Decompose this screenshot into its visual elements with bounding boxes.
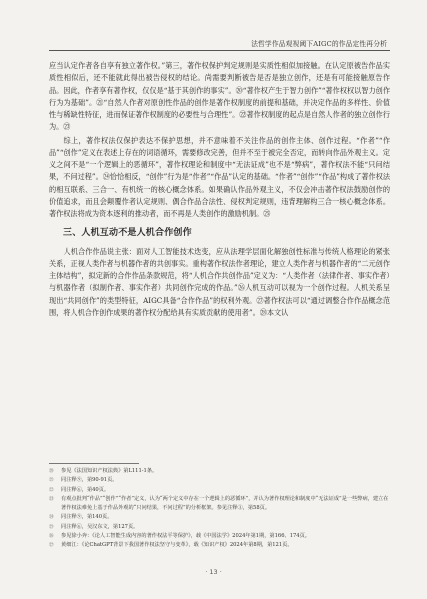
footnote bbox=[49, 467, 390, 476]
paragraph-3: 人机合作作品说主张：面对人工智能技术迭变，应从法理学层面化解独创性标准与传统人格理论的紧张关系，正视人类作者与机器作者的共创事实。重构著作权法作者理论，建立人类作者与机器作者的“二元创作主体结构”，拟定新的合作作品条款规范，将“人机合作共创作品”定义为：“人类作者（法律作者、事实作者）与机器作者（拟制作者、事实作者）共同创作完成的作品。”㉖人机互动可以视为一个创作过程。人机关系呈现出“共同创作”的类型特征，AIGC具备“合作作品”的权利外观。㉗著作权法可以“通过调整合作作品概念范围，将人机合作创作成果的著作权分配给具有实质贡献的使用者”。㉘本文认 bbox=[49, 246, 390, 317]
footnote bbox=[49, 476, 390, 485]
footnote-number: ㉖ bbox=[49, 534, 54, 540]
footnote-text: 有观点批判“作品”“创作”“作者”定义，认为“两个定义中存在一个逻辑上的恶循环”，并认为著作权理论和制度中“无法证成”是一些弊病，建立在著作权法难免上基于作品外观的“只问结果，不问过程”的分析框架。参见注释③，第58页。 bbox=[61, 495, 389, 512]
header-rule bbox=[49, 50, 390, 51]
footnote-number: ㉒ bbox=[49, 487, 54, 493]
paragraph-2: 综上，著作权法仅保护表达不保护思想，并不意味着不关注作品的创作主体、创作过程。“作者”“作品”“创作”定义在表述上存在的词语循环，需要修改完善，但并不至于被完全否定，而转向作品外观主义。定义之间不是“一个逻辑上的恶循环”，著作权理论和制度中“无法证成”也不是“弊病”，著作权法不能“只问结果，不问过程”。㉔恰恰相反，“创作”行为是“作者”“作品”认定的基础。“作者”“创作”“作品”构成了著作权法的相互联系、三合一、有机统一的核心概念体系。如果确认作品外观主义，不仅会冲击著作权法鼓励创作的价值追求，而且会颠覆作者认定规则、偶合作品合法性、侵权判定规则，违背理解构三合一核心概念体系。著作权法将成为资本逐利的推动者，而不再是人类创作的激励机制。㉕ bbox=[49, 135, 390, 218]
footnotes bbox=[49, 467, 390, 551]
body-text bbox=[49, 60, 390, 319]
footnote-number: ㉑ bbox=[49, 478, 54, 484]
footnote-number: ⑳ bbox=[49, 469, 54, 474]
paragraph-1: 应当认定作者各自享有独立著作权。”第三，著作权保护判定规则是实质性相似加接触。在认定原被告作品实质性相似后，还不能就此得出被告侵权的结论。尚需要判断被告是否是独立创作，还是有可能接触原告作品。因此，作者享有著作权，仅仅是“基于其创作的事实”。⑳“著作权产生于智力创作”“著作权权以智力创作行为为基础”。㉑“自然人作者对原创性作品的创作是著作权制度的前提和基础，并决定作品的多样性、价值性与稀缺性特征，进而保证著作权制度的必要性与合理性”。㉒著作权制度的起点是自然人作者的独立创作行为。㉓ bbox=[49, 61, 390, 132]
page-number: · 13 · bbox=[205, 568, 222, 576]
footnote bbox=[49, 513, 390, 522]
footnote-text: 同注释⑥，第40页。 bbox=[61, 486, 110, 493]
footnote-number: ㉔ bbox=[49, 515, 54, 521]
footnote bbox=[49, 541, 390, 550]
footnote-rule bbox=[49, 463, 139, 464]
footnote bbox=[49, 523, 390, 532]
footnote-number: ㉗ bbox=[49, 543, 54, 549]
footnote bbox=[49, 486, 390, 495]
footnote-text: 黄细江：《论ChatGPT背景下我国著作权法坚守与变革》，载《知识产权》2024年第8期，第121页。 bbox=[61, 542, 293, 549]
footnote-text: 参见徐小奔：《论人工智能生成内容的著作权法平等保护》，载《中国法学》2024年第1期，第166、174页。 bbox=[61, 533, 310, 540]
footnote-number: ㉓ bbox=[49, 496, 54, 502]
footnote bbox=[49, 495, 390, 514]
section-heading: 三、人机互动不是人机合作创作 bbox=[63, 228, 192, 239]
footnote bbox=[49, 532, 390, 541]
footnote-text: 同注释⑨，第90-91页。 bbox=[61, 477, 118, 484]
footnote-number: ㉕ bbox=[49, 524, 54, 530]
running-head: 法哲学作品观视阈下AIGC的作品定性再分析 bbox=[251, 40, 387, 48]
footnote-text: 参见《法国知识产权法典》第L111-1条。 bbox=[61, 468, 158, 474]
footnote-text: 同注释⑨，第140页。 bbox=[61, 514, 113, 521]
footnote-text: 同注释⑥，吴汉东文，第127页。 bbox=[61, 523, 139, 530]
